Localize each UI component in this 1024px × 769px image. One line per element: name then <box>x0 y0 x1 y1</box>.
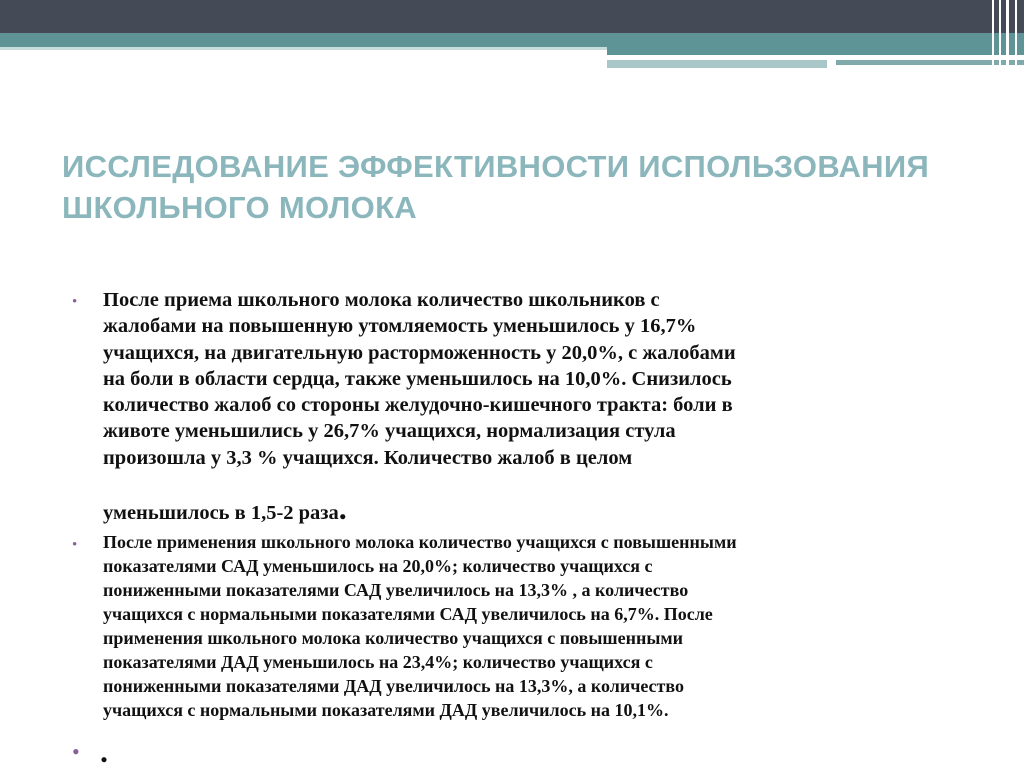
bullet-2-line-6: показателями ДАД уменьшилось на 23,4%; количество учащихся с <box>103 652 653 672</box>
bullet-1-line-6: животе уменьшились у 26,7% учащихся, нормализация стула <box>103 420 676 443</box>
bullet-2-line-8: учащихся с нормальными показателями ДАД увеличилось на 10,1%. <box>103 700 669 720</box>
bullet-2-line-7: пониженными показателями ДАД увеличилось на 13,3%, а количество <box>103 676 684 696</box>
slide-title <box>62 146 982 228</box>
bullet-2-line-4: учащихся с нормальными показателями САД увеличилось на 6,7%. После <box>103 604 713 624</box>
bullet-2-line-1: После применения школьного молока количество учащихся с повышенными <box>103 532 737 552</box>
slide-title-line-2: ШКОЛЬНОГО МОЛОКА <box>62 190 417 225</box>
bullet-1-line-5: количество жалоб со стороны желудочно-кишечного тракта: боли в <box>103 394 733 417</box>
bullet-1-line-4: на боли в области сердца, также уменьшилось на 10,0%. Снизилось <box>103 367 732 390</box>
bullet-2-text <box>103 530 983 722</box>
bullet-marker-1: • <box>72 294 78 310</box>
bullet-3-text: . <box>100 733 108 769</box>
bullet-marker-3: • <box>72 739 80 764</box>
bullet-1-end-mark: . <box>338 490 347 526</box>
bullet-1-line-2: жалобами на повышенную утомляемость уменьшилось у 16,7% <box>103 315 697 338</box>
bullet-2-line-3: пониженными показателями САД увеличилось на 13,3% , а количество <box>103 580 689 600</box>
bullet-1-line-1: После приема школьного молока количество школьников с <box>103 289 660 311</box>
slide-title-line-1: ИССЛЕДОВАНИЕ ЭФФЕКТИВНОСТИ ИСПОЛЬЗОВАНИЯ <box>62 149 930 184</box>
bullet-1-text <box>103 287 983 471</box>
header-dark-bar <box>0 0 1024 33</box>
header-accent-bar-light <box>607 60 827 68</box>
bullet-marker-2: • <box>72 537 78 553</box>
bullet-1-line-3: учащихся, на двигательную расторможенность у 20,0%, с жалобами <box>103 341 736 364</box>
header-vertical-stripes <box>988 0 1024 68</box>
bullet-1-last-line-text: уменьшилось в 1,5-2 раза <box>103 502 339 524</box>
header-accent-bar <box>607 47 1024 55</box>
bullet-1-last-line <box>103 492 983 529</box>
bullet-2-line-5: применения школьного молока количество учащихся с повышенными <box>103 628 684 648</box>
bullet-2-line-2: показателями САД уменьшилось на 20,0%; количество учащихся с <box>103 556 653 576</box>
bullet-1-line-7: произошла у 3,3 % учащихся. Количество жалоб в целом <box>103 446 633 469</box>
header-teal-band <box>0 33 1024 47</box>
